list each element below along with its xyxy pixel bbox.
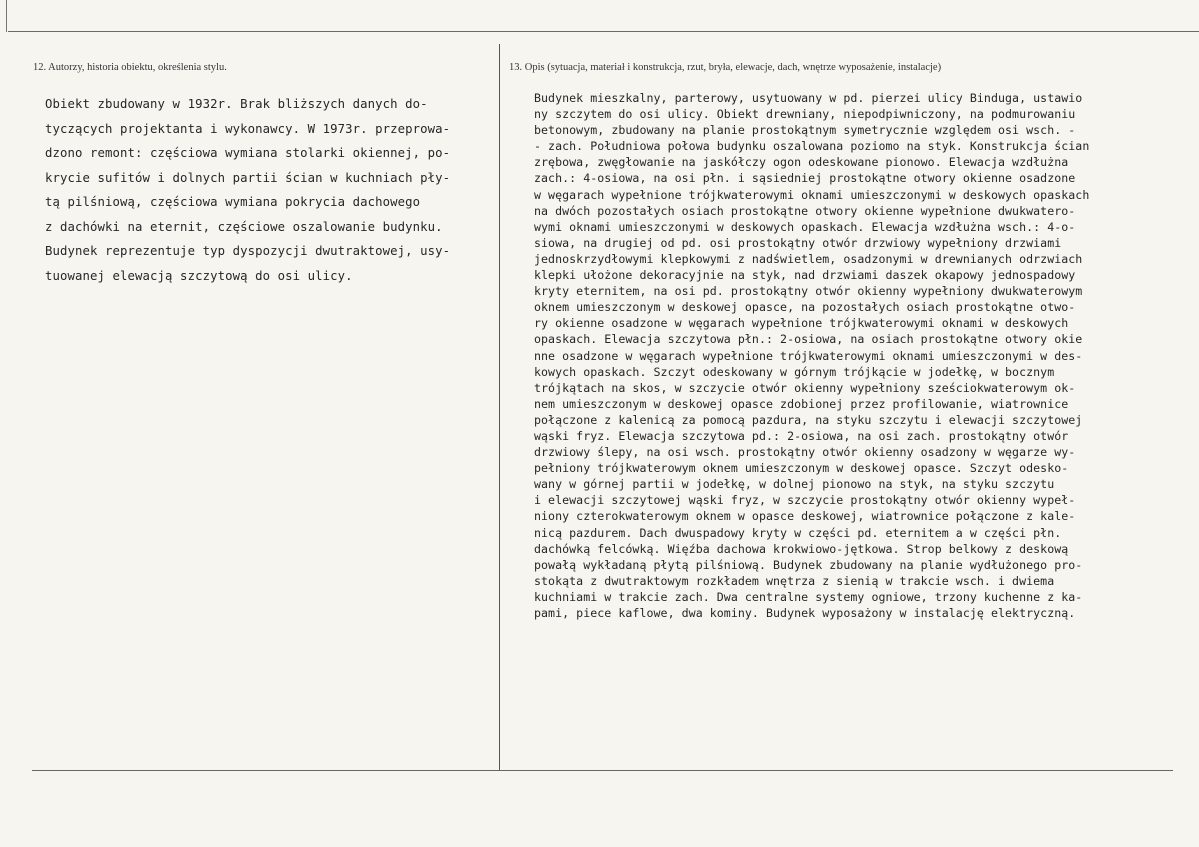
text-line: ry okienne osadzone w węgarach wypełnione trójkwaterowymi oknami w deskowych — [534, 316, 1069, 331]
section-13-text — [534, 90, 1194, 621]
text-line: krycie sufitów i dolnych partii ścian w kuchniach pły- — [45, 170, 451, 185]
text-line: - zach. Południowa połowa budynku oszalowana poziomo na styk. Konstrukcja ścian — [534, 139, 1090, 154]
text-line: dzono remont: częściowa wymiana stolarki okiennej, po- — [45, 146, 451, 160]
text-line: Obiekt zbudowany w 1932r. Brak bliższych danych do- — [45, 97, 428, 111]
text-line: pełniony trójkwaterowym oknem umieszczonym w deskowej opasce. Szczyt odesko- — [534, 461, 1069, 476]
text-line: powałą wykładaną płytą pilśniową. Budynek zbudowany na planie wydłużonego pro- — [534, 557, 1083, 572]
text-line: opaskach. Elewacja szczytowa płn.: 2-osiowa, na osiach prostokątne otwory okie — [534, 332, 1083, 347]
top-left-border — [6, 0, 7, 32]
text-line: nem umieszczonym w deskowej opasce zdobionej przez profilowanie, wiatrownice — [534, 396, 1069, 411]
text-line: oknem umieszczonym w deskowej opasce, na pozostałych osiach prostokątne otwo- — [534, 300, 1076, 315]
text-line: wymi oknami umieszczonymi w deskowych opaskach. Elewacja wzdłużna wsch.: 4-o- — [534, 219, 1076, 234]
top-rule — [8, 31, 1199, 32]
column-divider — [499, 44, 500, 770]
text-line: i elewacji szczytowej wąski fryz, w szczycie prostokątny otwór okienny wypeł- — [534, 493, 1076, 508]
text-line: klepki ułożone dekoracyjnie na styk, nad drzwiami daszek okapowy jednospadowy — [534, 268, 1076, 283]
text-line: trójkątach na skos, w szczycie otwór okienny wypełniony sześciokwaterowym ok- — [534, 380, 1076, 395]
text-line: w węgarach wypełnione trójkwaterowymi oknami umieszczonymi w deskowych opaskach — [534, 187, 1090, 202]
text-line: ny szczytem do osi ulicy. Obiekt drewniany, niepodpiwniczony, na podmurowaniu — [534, 107, 1076, 122]
text-line: wany w górnej partii w jodełkę, w dolnej pionowo na styk, na styku szczytu — [534, 477, 1055, 492]
text-line: dachówką felcówką. Więźba dachowa krokwiowo-jętkowa. Strop belkowy z deskową — [534, 541, 1069, 556]
text-line: Budynek mieszkalny, parterowy, usytuowany w pd. pierzei ulicy Binduga, ustawio — [534, 91, 1083, 105]
text-line: jednoskrzydłowymi klepkowymi z nadświetlem, osadzonymi w drewnianych odrzwiach — [534, 251, 1083, 266]
text-line: z dachówki na eternit, częściowe oszalowanie budynku. — [45, 219, 443, 234]
text-line: pami, piece kaflowe, dwa kominy. Budynek wyposażony w instalację elektryczną. — [534, 606, 1076, 620]
text-line: tą pilśniową, częściowa wymiana pokrycia dachowego — [45, 195, 421, 209]
text-line: drzwiowy ślepy, na osi wsch. prostokątny otwór okienny osadzony w węgarze wy- — [534, 445, 1076, 460]
section-12-header: 12. Autorzy, historia obiektu, określenia stylu. — [33, 62, 227, 73]
section-12-text — [45, 92, 475, 288]
text-line: połączone z kalenicą za pomocą pazdura, na styku szczytu i elewacji szczytowej — [534, 412, 1083, 427]
text-line: stokąta z dwutraktowym rozkładem wnętrza z sienią w trakcie wsch. i dwiema — [534, 573, 1055, 588]
text-line: nne osadzone w węgarach wypełnione trójkwaterowymi oknami umieszczonymi w des- — [534, 348, 1083, 363]
text-line: nicą pazdurem. Dach dwuspadowy kryty w części pd. eternitem a w części płn. — [534, 525, 1062, 540]
text-line: na dwóch pozostałych osiach prostokątne otwory okienne wypełnione dwukwatero- — [534, 203, 1076, 218]
text-line: betonowym, zbudowany na planie prostokątnym symetrycznie względem osi wsch. - — [534, 123, 1076, 138]
text-line: kuchniami w trakcie zach. Dwa centralne systemy ogniowe, trzony kuchenne z ka- — [534, 589, 1083, 604]
text-line: zach.: 4-osiowa, na osi płn. i sąsiedniej prostokątne otwory okienne osadzone — [534, 171, 1076, 186]
text-line: niony czterokwaterowym oknem w opasce deskowej, wiatrownice połączone z kale- — [534, 509, 1076, 524]
text-line: kowych opaskach. Szczyt odeskowany w górnym trójkącie w jodełkę, w bocznym — [534, 364, 1055, 379]
section-13-header: 13. Opis (sytuacja, materiał i konstrukcja, rzut, bryła, elewacje, dach, wnętrze wyposażenie, instalacje) — [509, 62, 942, 73]
text-line: wąski fryz. Elewacja szczytowa pd.: 2-osiowa, na osi zach. prostokątny otwór — [534, 428, 1069, 443]
text-line: kryty eternitem, na osi pd. prostokątny otwór okienny wypełniony dwukwaterowym — [534, 284, 1083, 299]
text-line: siowa, na drugiej od pd. osi prostokątny otwór drzwiowy wypełniony drzwiami — [534, 235, 1062, 250]
text-line: zrębowa, zwęgłowanie na jaskółczy ogon odeskowane pionowo. Elewacja wzdłużna — [534, 155, 1069, 170]
text-line: Budynek reprezentuje typ dyspozycji dwutraktowej, usy- — [45, 244, 451, 258]
text-line: tuowanej elewacją szczytową do osi ulicy. — [45, 268, 353, 283]
text-line: tyczących projektanta i wykonawcy. W 1973r. przeprowa- — [45, 121, 451, 136]
bottom-rule — [32, 770, 1173, 771]
